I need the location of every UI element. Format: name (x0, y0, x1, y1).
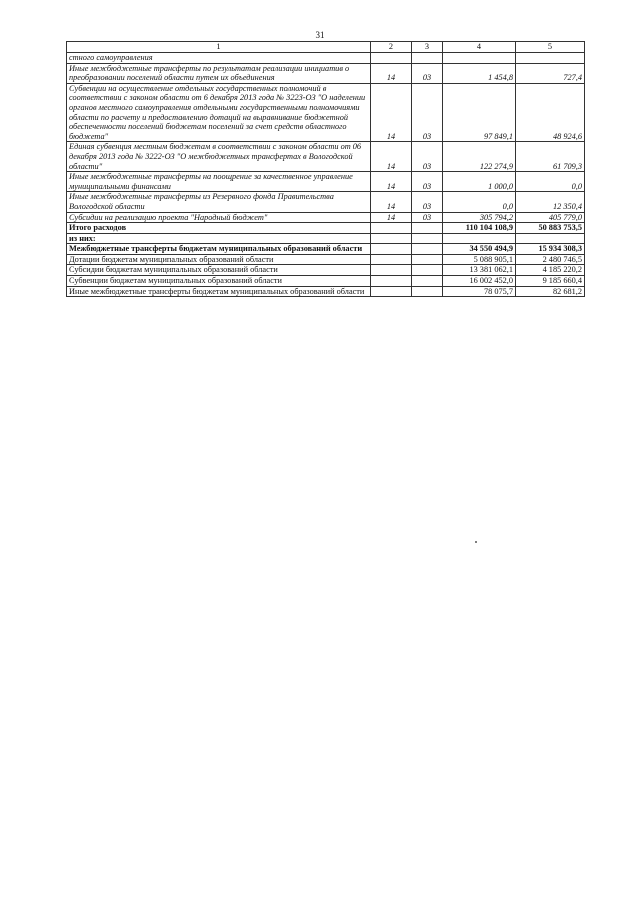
row-amount-cell: 405 779,0 (516, 212, 585, 223)
row-section-cell (371, 286, 412, 297)
row-section-cell: 14 (371, 192, 412, 212)
row-subsection-cell: 03 (412, 172, 443, 192)
row-name-cell: Иные межбюджетные трансферты из Резервного фонда Правительства Вологодской области (67, 192, 371, 212)
row-name-cell: Субсидии бюджетам муниципальных образований области (67, 265, 371, 276)
row-subsection-cell: 03 (412, 83, 443, 142)
table-row (67, 244, 585, 255)
row-section-cell (371, 244, 412, 255)
budget-table (66, 41, 585, 297)
row-amount-cell: 50 883 753,5 (516, 223, 585, 234)
row-amount-cell: 13 381 062,1 (443, 265, 516, 276)
table-row (67, 233, 585, 244)
table-row (67, 286, 585, 297)
row-section-cell: 14 (371, 172, 412, 192)
row-amount-cell: 15 934 308,3 (516, 244, 585, 255)
table-row (67, 192, 585, 212)
row-amount-cell: 2 480 746,5 (516, 254, 585, 265)
row-subsection-cell (412, 265, 443, 276)
row-amount-cell: 48 924,6 (516, 83, 585, 142)
row-section-cell: 14 (371, 63, 412, 83)
row-amount-cell: 5 088 905,1 (443, 254, 516, 265)
row-subsection-cell (412, 276, 443, 287)
row-subsection-cell (412, 254, 443, 265)
row-amount-cell: 16 002 452,0 (443, 276, 516, 287)
header-col-3: 3 (412, 42, 443, 53)
row-section-cell: 14 (371, 212, 412, 223)
row-name-cell: из них: (67, 233, 371, 244)
row-subsection-cell (412, 244, 443, 255)
scan-speck (475, 541, 477, 543)
table-row (67, 276, 585, 287)
row-section-cell (371, 254, 412, 265)
row-subsection-cell: 03 (412, 192, 443, 212)
row-name-cell: Иные межбюджетные трансферты по результатам реализации инициатив о преобразовании поселений области путем их объединения (67, 63, 371, 83)
table-row (67, 63, 585, 83)
row-section-cell (371, 233, 412, 244)
row-amount-cell: 305 794,2 (443, 212, 516, 223)
row-amount-cell: 82 681,2 (516, 286, 585, 297)
row-amount-cell: 12 350,4 (516, 192, 585, 212)
table-row (67, 172, 585, 192)
table-row (67, 53, 585, 64)
row-name-cell: Межбюджетные трансферты бюджетам муниципальных образований области (67, 244, 371, 255)
page-number: 31 (315, 30, 325, 40)
header-col-5: 5 (516, 42, 585, 53)
row-section-cell (371, 223, 412, 234)
row-amount-cell (516, 233, 585, 244)
table-header-row (67, 42, 585, 53)
row-name-cell: Субсидии на реализацию проекта "Народный бюджет" (67, 212, 371, 223)
row-subsection-cell (412, 233, 443, 244)
row-amount-cell: 34 550 494,9 (443, 244, 516, 255)
table-row (67, 212, 585, 223)
row-name-cell: Дотации бюджетам муниципальных образований области (67, 254, 371, 265)
row-amount-cell (443, 53, 516, 64)
row-amount-cell (516, 53, 585, 64)
table-row (67, 142, 585, 172)
header-col-1: 1 (67, 42, 371, 53)
row-name-cell: Итого расходов (67, 223, 371, 234)
header-col-4: 4 (443, 42, 516, 53)
row-subsection-cell: 03 (412, 142, 443, 172)
row-amount-cell: 0,0 (516, 172, 585, 192)
table-row (67, 254, 585, 265)
row-amount-cell (443, 233, 516, 244)
row-subsection-cell: 03 (412, 212, 443, 223)
row-amount-cell: 61 709,3 (516, 142, 585, 172)
row-amount-cell: 1 000,0 (443, 172, 516, 192)
row-section-cell: 14 (371, 142, 412, 172)
table-row (67, 83, 585, 142)
table-row (67, 265, 585, 276)
row-subsection-cell (412, 223, 443, 234)
row-name-cell: Субвенции бюджетам муниципальных образований области (67, 276, 371, 287)
row-amount-cell: 9 185 660,4 (516, 276, 585, 287)
row-amount-cell: 78 075,7 (443, 286, 516, 297)
row-name-cell: Иные межбюджетные трансферты на поощрение за качественное управление муниципальными финансами (67, 172, 371, 192)
row-section-cell (371, 276, 412, 287)
table-row (67, 223, 585, 234)
row-amount-cell: 122 274,9 (443, 142, 516, 172)
row-subsection-cell (412, 53, 443, 64)
row-subsection-cell: 03 (412, 63, 443, 83)
header-col-2: 2 (371, 42, 412, 53)
row-amount-cell: 4 185 220,2 (516, 265, 585, 276)
row-amount-cell: 0,0 (443, 192, 516, 212)
row-section-cell (371, 265, 412, 276)
row-name-cell: Иные межбюджетные трансферты бюджетам муниципальных образований области (67, 286, 371, 297)
row-amount-cell: 1 454,8 (443, 63, 516, 83)
row-section-cell (371, 53, 412, 64)
row-subsection-cell (412, 286, 443, 297)
row-name-cell: Субвенции на осуществление отдельных государственных полномочий в соответствии с законом области от 6 декабря 2013 года № 3223-ОЗ "О наделении органов местного самоуправления отдельными государственными полномочиями области по расчету и предоставлению дотаций на выравнивание бюджетной обеспеченности поселений бюджетам поселений за счет средств областного бюджета" (67, 83, 371, 142)
row-name-cell: стного самоуправления (67, 53, 371, 64)
row-section-cell: 14 (371, 83, 412, 142)
row-amount-cell: 110 104 108,9 (443, 223, 516, 234)
row-amount-cell: 97 849,1 (443, 83, 516, 142)
row-amount-cell: 727,4 (516, 63, 585, 83)
row-name-cell: Единая субвенция местным бюджетам в соответствии с законом области от 06 декабря 2013 года № 3222-ОЗ "О межбюджетных трансфертах в Вологодской области" (67, 142, 371, 172)
